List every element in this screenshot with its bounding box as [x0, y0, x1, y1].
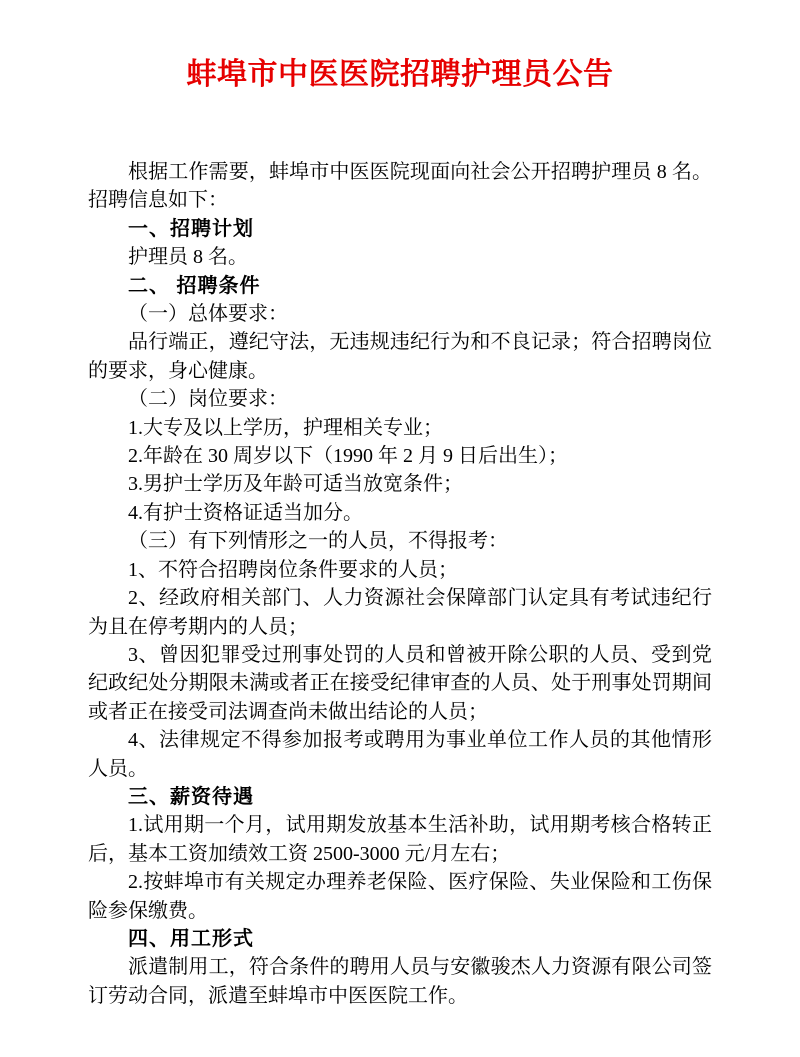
body-paragraph: 4、法律规定不得参加报考或聘用为事业单位工作人员的其他情形人员。	[88, 729, 712, 780]
body-paragraph: 2.年龄在 30 周岁以下（1990 年 2 月 9 日后出生）；	[128, 445, 568, 468]
body-paragraph: 派遣制用工，符合条件的聘用人员与安徽骏杰人力资源有限公司签订劳动合同，派遣至蚌埠市中医医院工作。	[88, 956, 712, 1007]
body-paragraph: （一）总体要求：	[128, 303, 288, 326]
section-heading: 四、用工形式	[128, 927, 254, 950]
section-heading: 二、 招聘条件	[128, 274, 261, 297]
section-heading: 一、招聘计划	[128, 217, 254, 240]
body-paragraph: 护理员 8 名。	[128, 246, 248, 269]
body-paragraph: （二）岗位要求：	[128, 388, 288, 411]
body-paragraph: 1、不符合招聘岗位条件要求的人员；	[128, 558, 458, 581]
body-paragraph: 1.试用期一个月，试用期发放基本生活补助，试用期考核合格转正后，基本工资加绩效工资 2500-3000 元/月左右；	[88, 814, 712, 865]
body-paragraph: 2、经政府相关部门、人力资源社会保障部门认定具有考试违纪行为且在停考期内的人员；	[88, 587, 712, 638]
body-paragraph: 3、曾因犯罪受过刑事处罚的人员和曾被开除公职的人员、受到党纪政纪处分期限未满或者正在接受纪律审查的人员、处于刑事处罚期间或者正在接受司法调查尚未做出结论的人员；	[88, 643, 712, 723]
document-page	[0, 55, 800, 1057]
body-paragraph: 4.有护士资格证适当加分。	[128, 501, 363, 524]
body-paragraph: 2.按蚌埠市有关规定办理养老保险、医疗保险、失业保险和工伤保险参保缴费。	[88, 871, 712, 922]
section-heading: 三、薪资待遇	[128, 785, 254, 808]
body-paragraph: （三）有下列情形之一的人员，不得报考：	[128, 530, 508, 553]
body-paragraph: 根据工作需要，蚌埠市中医医院现面向社会公开招聘护理员 8 名。招聘信息如下：	[88, 161, 712, 212]
document-body	[88, 158, 712, 1010]
body-paragraph: 3.男护士学历及年龄可适当放宽条件；	[128, 473, 463, 496]
body-paragraph: 品行端正，遵纪守法，无违规违纪行为和不良记录；符合招聘岗位的要求，身心健康。	[88, 331, 712, 382]
document-title: 蚌埠市中医医院招聘护理员公告	[186, 58, 614, 91]
body-paragraph: 1.大专及以上学历，护理相关专业；	[128, 416, 443, 439]
